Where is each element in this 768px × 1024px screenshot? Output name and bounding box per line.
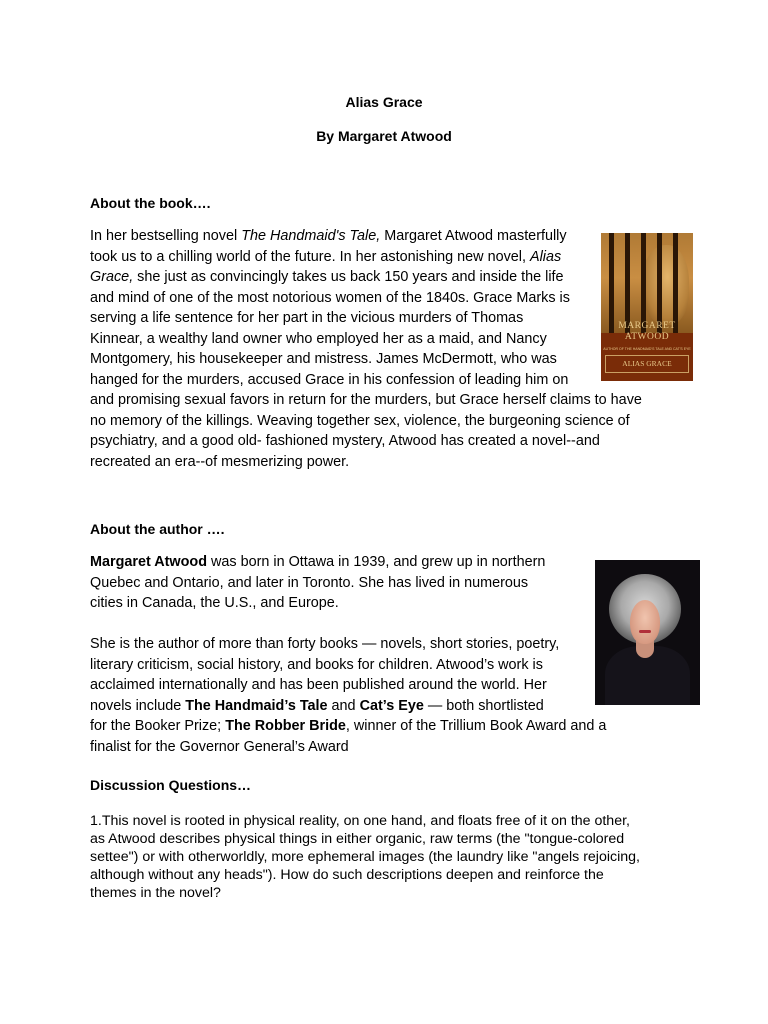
text-run: , winner of the Trillium Book Award and a: [345, 718, 607, 734]
cover-title: ALIAS GRACE: [605, 355, 689, 373]
italic-text: Grace,: [90, 269, 134, 285]
cover-bar: [673, 233, 678, 333]
text-run: serving a life sentence for her part in the vicious murders of Thomas: [90, 310, 524, 326]
italic-text: The Handmaid's Tale,: [241, 228, 381, 244]
cover-author: [601, 321, 693, 342]
text-run: and promising sexual favors in return for the murders, but Grace herself claims to have: [90, 392, 642, 408]
text-run: and mind of one of the most notorious women of the 1840s. Grace Marks is: [90, 289, 570, 306]
text-line: 1.This novel is rooted in physical reality, on one hand, and floats free of it on the other,: [90, 813, 630, 829]
text-run: Margaret Atwood masterfully: [380, 228, 567, 244]
text-line: [90, 349, 690, 370]
cover-bar: [657, 233, 662, 333]
bold-text: The Robber Bride: [225, 718, 346, 734]
about-book-heading: About the book….: [90, 195, 211, 211]
text-line: [90, 267, 690, 288]
text-run: she just as convincingly takes us back 150 years and inside the life: [133, 269, 564, 285]
text-run: for the Booker Prize;: [90, 718, 226, 734]
bold-text: Cat’s Eye: [359, 697, 424, 714]
photo-mouth: [639, 630, 651, 633]
italic-text: Alias: [529, 248, 562, 265]
about-author-paragraph-1: [90, 552, 590, 614]
text-run: Montgomery, his housekeeper and mistress. James McDermott, who was: [90, 351, 557, 367]
text-line: [90, 573, 590, 594]
text-line: as Atwood describes physical things in either organic, raw terms (the "tongue-colored: [90, 831, 625, 847]
cover-subtitle: AUTHOR OF THE HANDMAID'S TALE AND CAT'S EYE: [603, 347, 691, 351]
cover-portrait: [641, 245, 689, 325]
text-run: Quebec and Ontario, and later in Toronto. She has lived in numerous: [90, 574, 529, 591]
text-run: — both shortlisted: [423, 697, 544, 714]
text-run: She is the author of more than forty books — novels, short stories, poetry,: [90, 636, 560, 652]
discussion-heading: Discussion Questions…: [90, 777, 252, 793]
text-run: no memory of the killings. Weaving together sex, violence, the burgeoning science of: [90, 412, 630, 429]
text-run: hanged for the murders, accused Grace in his confession of leading him on: [90, 371, 569, 388]
text-line: [90, 308, 690, 329]
text-line: [90, 552, 590, 573]
text-run: and: [327, 697, 360, 714]
text-run: Kinnear, a wealthy land owner who employed her as a maid, and Nancy: [90, 330, 547, 347]
text-run: was born in Ottawa in 1939, and grew up in northern: [207, 554, 546, 570]
text-line: although without any heads"). How do such descriptions deepen and reinforce the: [90, 867, 604, 883]
cover-art: [601, 233, 693, 333]
text-line: themes in the novel?: [90, 885, 221, 901]
text-run: novels include: [90, 697, 186, 714]
text-line: [90, 226, 690, 247]
author-photo: [595, 560, 700, 705]
cover-bar: [609, 233, 614, 333]
about-author-heading: About the author ….: [90, 521, 225, 537]
text-run: cities in Canada, the U.S., and Europe.: [90, 595, 339, 611]
text-run: In her bestselling novel: [90, 228, 242, 244]
about-book-paragraph: [90, 226, 690, 472]
cover-author-line1: MARGARET: [618, 321, 676, 331]
text-line: [90, 593, 590, 614]
text-line: settee") or with otherworldly, more ephemeral images (the laundry like "angels rejoicing,: [90, 849, 640, 865]
text-run: psychiatry, and a good old- fashioned mystery, Atwood has created a novel--and: [90, 433, 600, 449]
book-cover-image: [601, 233, 693, 381]
text-line: [90, 411, 690, 432]
text-line: [90, 390, 690, 411]
text-line: [90, 329, 690, 350]
text-line: [90, 247, 690, 268]
document-title: Alias Grace: [345, 94, 423, 110]
bold-text: Margaret Atwood: [90, 554, 207, 570]
text-line: [90, 431, 690, 452]
text-run: literary criticism, social history, and books for children. Atwood’s work is: [90, 656, 543, 673]
text-line: [90, 716, 690, 737]
text-line: [90, 452, 690, 473]
bold-text: The Handmaid’s Tale: [185, 697, 328, 714]
text-run: acclaimed internationally and has been published around the world. Her: [90, 677, 547, 693]
author-byline: By Margaret Atwood: [316, 128, 452, 144]
text-line: [90, 737, 690, 758]
cover-bar: [641, 233, 646, 333]
cover-bar: [625, 233, 630, 333]
text-line: [90, 370, 690, 391]
text-line: [90, 288, 690, 309]
photo-face: [630, 600, 660, 644]
text-run: recreated an era--of mesmerizing power.: [90, 453, 350, 470]
text-run: finalist for the Governor General’s Award: [90, 738, 349, 755]
discussion-question-1: [90, 812, 690, 902]
text-run: took us to a chilling world of the future. In her astonishing new novel,: [90, 248, 530, 265]
cover-author-line2: ATWOOD: [624, 331, 670, 342]
